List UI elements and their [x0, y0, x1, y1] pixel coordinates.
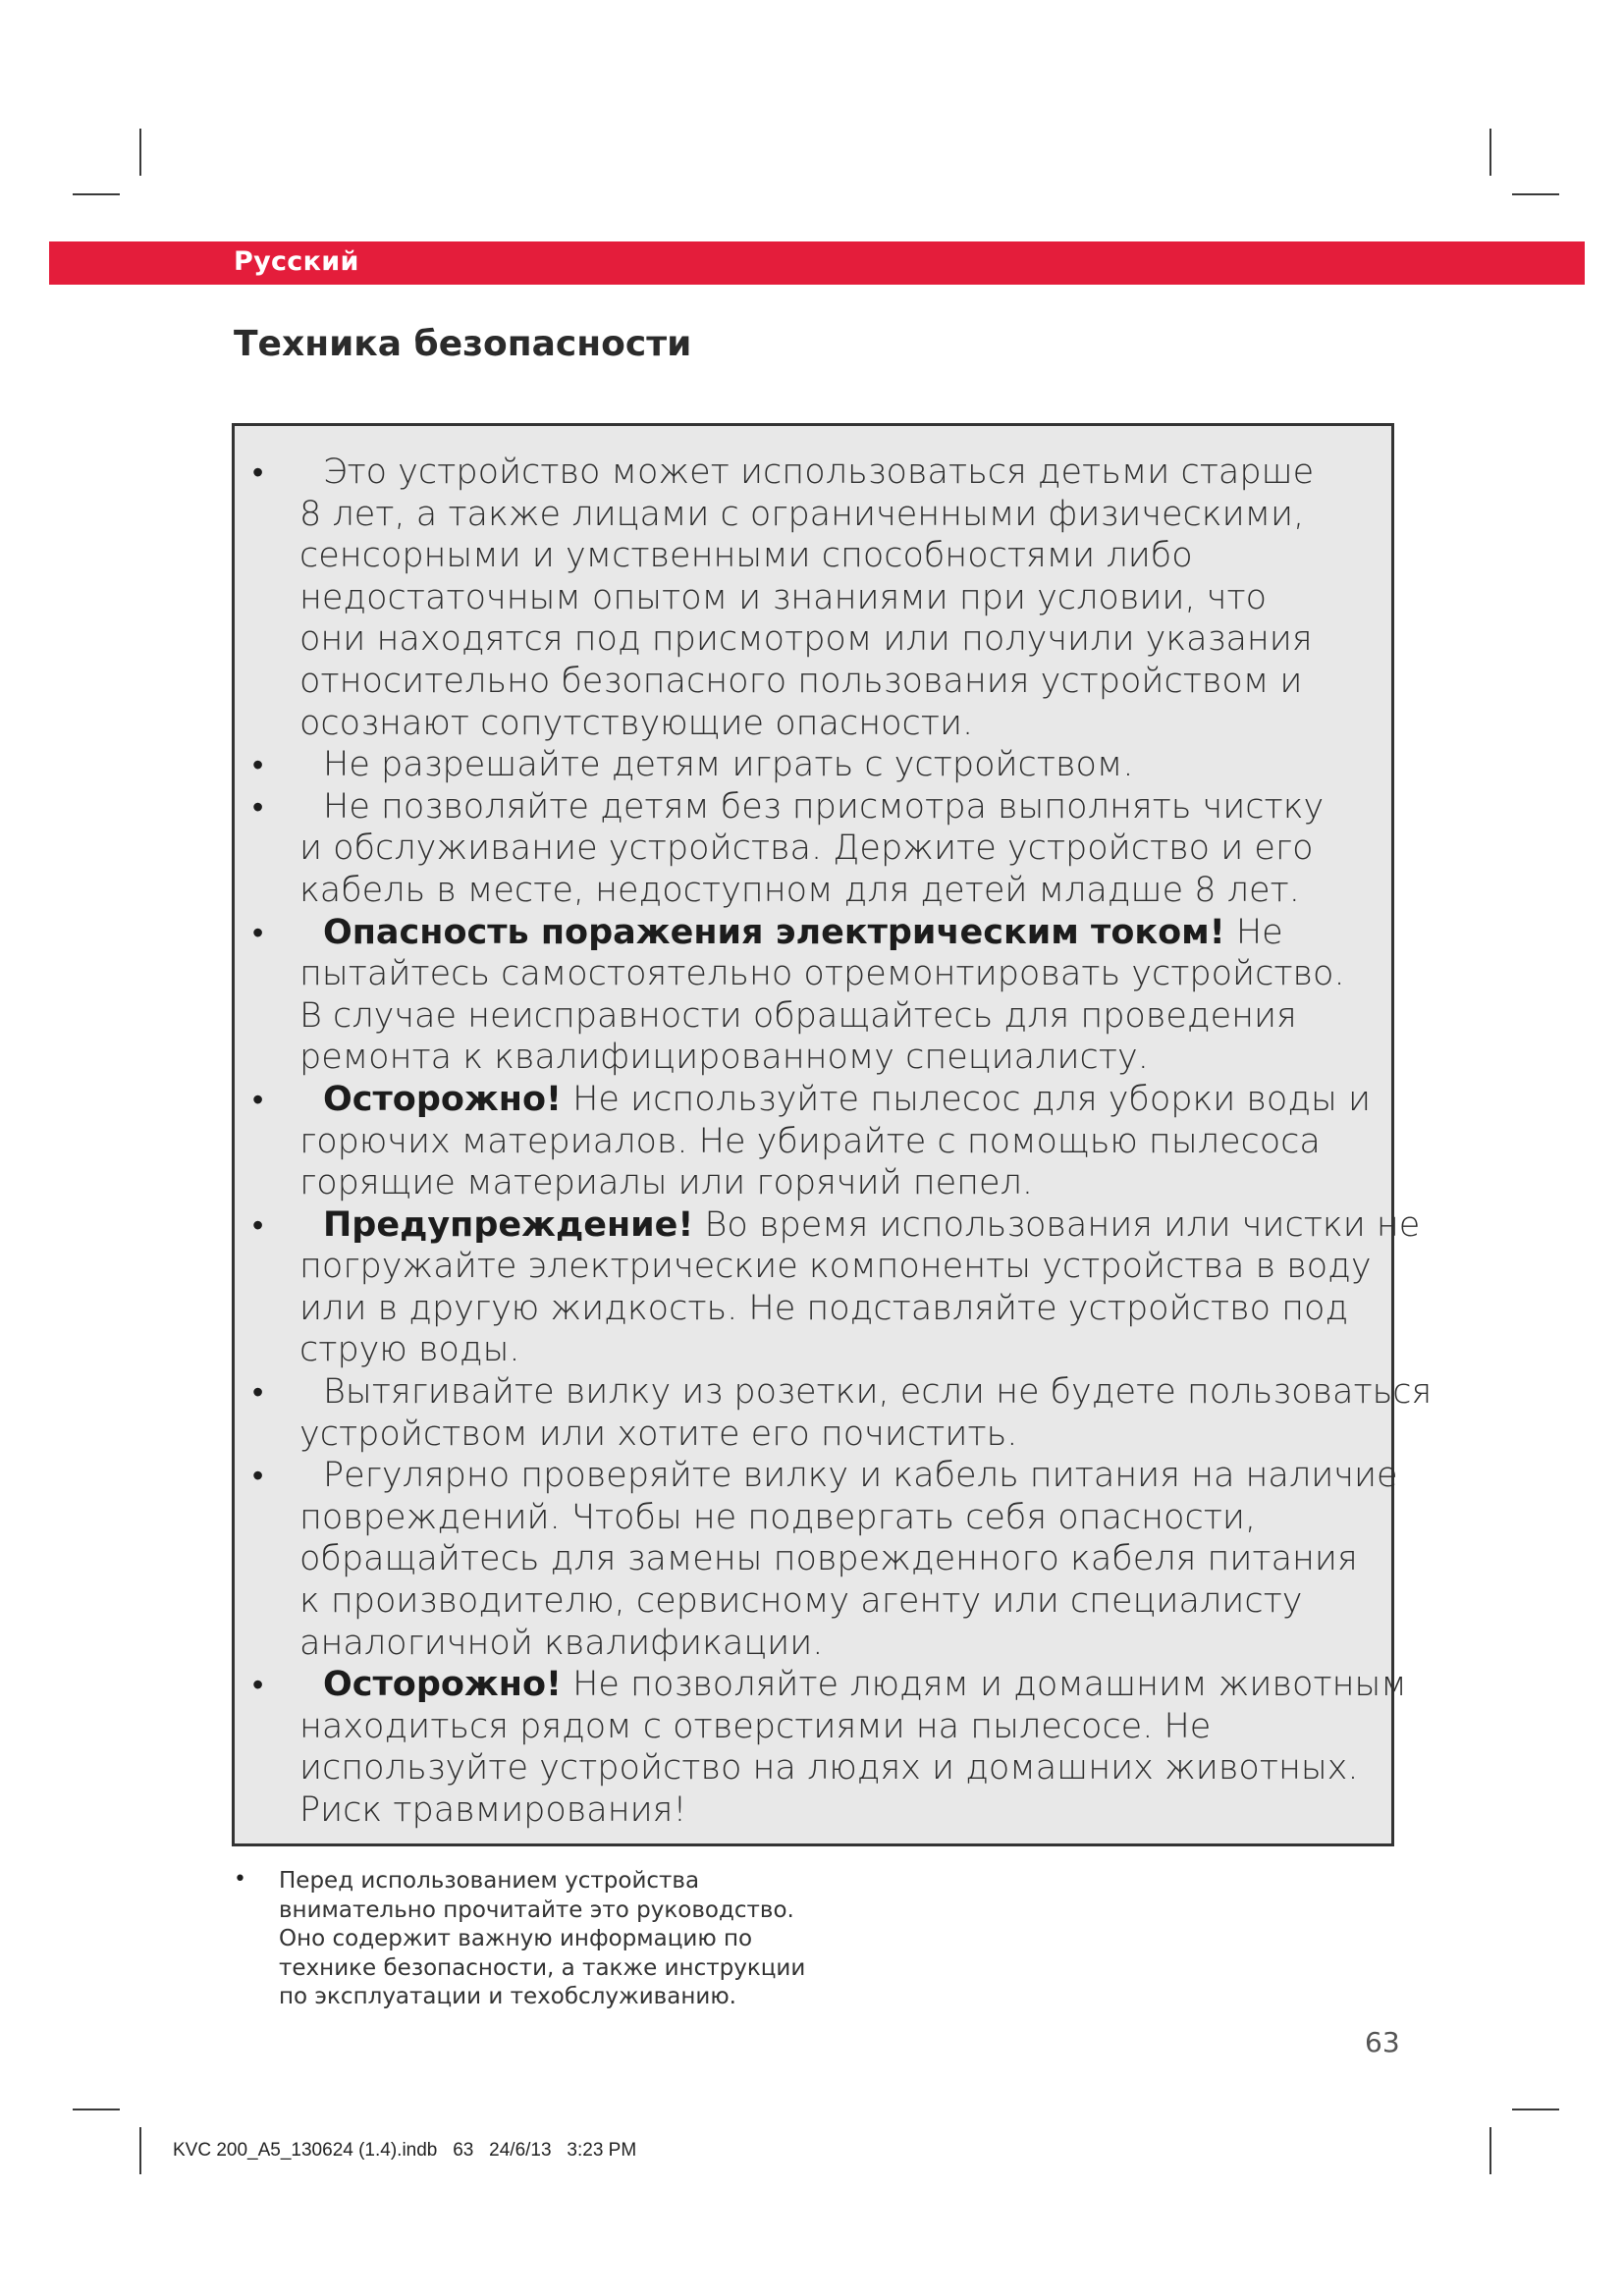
safety-item	[235, 1371, 1472, 1455]
safety-item-text: Не	[1224, 912, 1283, 952]
note-line: по эксплуатации и техобслуживанию.	[279, 1984, 736, 2009]
safety-item-line: к производителю, сервисному агенту или специалисту	[299, 1581, 1303, 1622]
bullet-icon: •	[252, 1205, 264, 1244]
safety-item	[235, 1455, 1472, 1664]
note-line: Перед использованием устройства	[279, 1868, 700, 1894]
crop-mark-top-left-horizontal	[73, 193, 120, 195]
bullet-icon: •	[252, 454, 264, 491]
bullet-icon: •	[252, 1457, 264, 1495]
safety-item-line: Не позволяйте детям без присмотра выполнять чистку	[323, 786, 1325, 827]
safety-item	[235, 744, 1472, 786]
safety-item-line: относительно безопасного пользования устройством и	[299, 661, 1303, 701]
safety-item	[235, 1664, 1472, 1831]
safety-item	[235, 912, 1472, 1079]
safety-item-line: Регулярно проверяйте вилку и кабель питания на наличие	[323, 1456, 1398, 1496]
page-number: 63	[1365, 2026, 1400, 2058]
safety-item-line	[299, 912, 1472, 954]
bullet-icon: •	[252, 1080, 264, 1118]
safety-item-line: кабель в месте, недоступном для детей младше 8 лет.	[299, 870, 1300, 910]
safety-item	[235, 1204, 1472, 1371]
safety-item-line: аналогичной квалификации.	[299, 1623, 824, 1663]
bullet-icon: •	[252, 746, 264, 784]
safety-item-line: устройством или хотите его почистить.	[299, 1414, 1018, 1454]
safety-item	[235, 786, 1472, 912]
warning-label: Осторожно!	[323, 1079, 562, 1119]
safety-item-line: и обслуживание устройства. Держите устройство и его	[299, 828, 1314, 869]
safety-item-line: погружайте электрические компоненты устройства в воду	[299, 1247, 1372, 1287]
safety-warnings-box	[232, 423, 1433, 1846]
bullet-icon: •	[234, 1867, 246, 1892]
page-title: Техника безопасности	[234, 324, 692, 364]
safety-item-line	[299, 1204, 1472, 1247]
crop-mark-top-right-vertical	[1489, 129, 1491, 176]
crop-mark-bottom-right-horizontal	[1512, 2109, 1559, 2110]
safety-item	[235, 1079, 1472, 1204]
safety-item-text: Во время использования или чистки не	[693, 1204, 1421, 1245]
safety-item-line: Вытягивайте вилку из розетки, если не будете пользоваться	[323, 1372, 1433, 1413]
crop-mark-top-right-horizontal	[1512, 193, 1559, 195]
language-label: Русский	[234, 246, 359, 277]
note-line: внимательно прочитайте это руководство.	[279, 1896, 794, 1923]
safety-item-line: Это устройство может использоваться детьми старше	[323, 453, 1315, 492]
crop-mark-bottom-left-horizontal	[73, 2109, 120, 2110]
safety-item-line: ремонта к квалифицированному специалисту.	[299, 1038, 1149, 1078]
safety-item-line: находиться рядом с отверстиями на пылесосе. Не	[299, 1706, 1212, 1746]
safety-item-line: сенсорными и умственными способностями либо	[299, 536, 1193, 576]
warning-label: Опасность поражения электрическим током!	[323, 912, 1225, 952]
safety-item-text: Не позволяйте людям и домашним животным	[561, 1665, 1407, 1705]
bullet-icon: •	[252, 1666, 264, 1704]
safety-item-line: В случае неисправности обращайтесь для проведения	[299, 995, 1297, 1036]
safety-item-line: используйте устройство на людях и домашних животных.	[299, 1748, 1359, 1789]
crop-mark-bottom-left-vertical	[139, 2127, 141, 2174]
safety-item-line: горючих материалов. Не убирайте с помощью пылесоса	[299, 1121, 1321, 1161]
safety-item-line: струю воды.	[299, 1330, 520, 1370]
safety-item-line: они находятся под присмотром или получили указания	[299, 619, 1313, 660]
crop-mark-bottom-right-vertical	[1489, 2127, 1491, 2174]
safety-item-line: обращайтесь для замены поврежденного кабеля питания	[299, 1539, 1358, 1579]
safety-item-line: 8 лет, а также лицами с ограниченными физическими,	[299, 494, 1305, 534]
safety-list	[235, 452, 1472, 1832]
warning-label: Предупреждение!	[323, 1204, 694, 1245]
language-bar	[49, 241, 1585, 285]
safety-item-line	[299, 1079, 1472, 1121]
bullet-icon: •	[252, 913, 264, 951]
safety-item-line: горящие материалы или горячий пепел.	[299, 1163, 1034, 1203]
safety-item-text: Не используйте пылесос для уборки воды и	[561, 1079, 1372, 1119]
print-slug: KVC 200_A5_130624 (1.4).indb 63 24/6/13 3:23 PM	[173, 2140, 637, 2161]
note-line: технике безопасности, а также инструкции	[279, 1954, 806, 1981]
safety-item	[235, 452, 1472, 744]
safety-item-line: осознают сопутствующие опасности.	[299, 703, 974, 743]
safety-item-line: или в другую жидкость. Не подставляйте устройство под	[299, 1288, 1349, 1328]
safety-item-line: недостаточным опытом и знаниями при условии, что	[299, 577, 1268, 617]
bullet-icon: •	[252, 787, 264, 826]
safety-item-line: Не разрешайте детям играть с устройством.	[323, 745, 1134, 785]
safety-item-line	[299, 1664, 1472, 1706]
crop-mark-top-left-vertical	[139, 129, 141, 176]
warning-label: Осторожно!	[323, 1665, 562, 1705]
note-line: Оно содержит важную информацию по	[279, 1926, 753, 1951]
read-manual-note	[234, 1867, 862, 2012]
bullet-icon: •	[252, 1373, 264, 1412]
safety-item-line: повреждений. Чтобы не подвергать себя опасности,	[299, 1497, 1257, 1537]
safety-item-line: Риск травмирования!	[299, 1790, 687, 1830]
safety-item-line: пытайтесь самостоятельно отремонтировать устройство.	[299, 954, 1345, 994]
